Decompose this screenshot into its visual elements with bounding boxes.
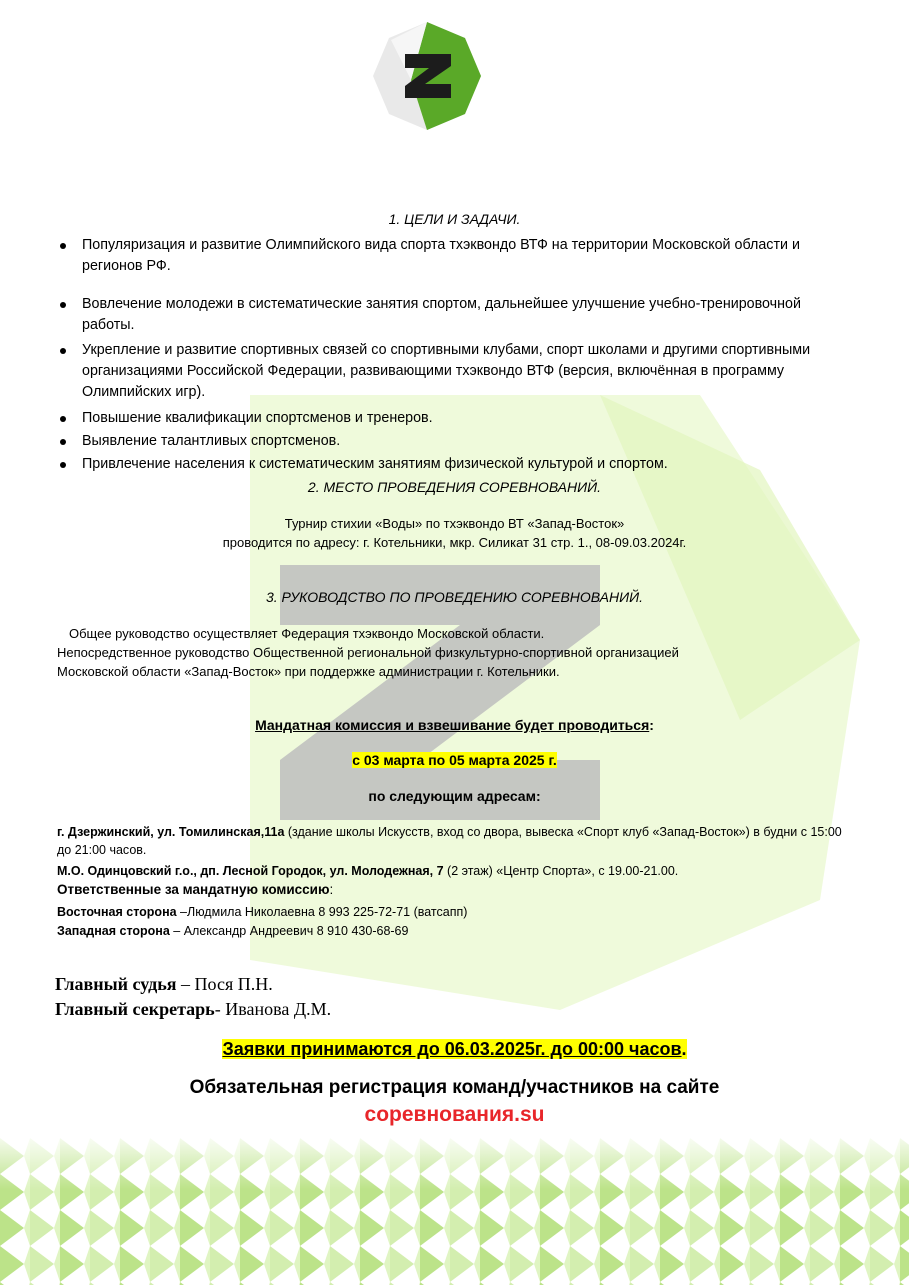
goal-item: Укрепление и развитие спортивных связей со спортивными клубами, спорт школами и другими спортивными организациями Российской Федерации, развивающими тхэквондо ВТФ (версия, включённая в программу Олимпийских игр). [82, 340, 842, 403]
management-line: Московской области «Запад-Восток» при поддержке администрации г. Котельники. [57, 664, 560, 679]
management-line: Общее руководство осуществляет Федерация тхэквондо Московской области. [69, 626, 545, 641]
green-octagon-z-logo [371, 20, 483, 132]
east-contact: Восточная сторона –Людмила Николаевна 8 993 225-72-71 (ватсапп) [57, 905, 468, 919]
section1-heading: 1. ЦЕЛИ И ЗАДАЧИ. [388, 211, 521, 227]
goal-item: Вовлечение молодежи в систематические занятия спортом, дальнейшее улучшение учебно-тренировочной работы. [82, 294, 842, 336]
goal-item: Повышение квалификации спортсменов и тренеров. [82, 408, 842, 429]
section2-heading: 2. МЕСТО ПРОВЕДЕНИЯ СОРЕВНОВАНИЙ. [307, 479, 602, 495]
addresses-label: по следующим адресам: [368, 788, 541, 804]
venue-address: проводится по адресу: г. Котельники, мкр. Силикат 31 стр. 1., 08-09.03.2024г. [222, 535, 687, 550]
west-contact: Западная сторона – Александр Андреевич 8 910 430-68-69 [57, 924, 409, 938]
mandate-dates: с 03 марта по 05 марта 2025 г. [352, 752, 557, 768]
chief-secretary: Главный секретарь- Иванова Д.М. [55, 999, 332, 1019]
chief-judge: Главный судья – Пося П.Н. [55, 974, 273, 994]
goal-item: Популяризация и развитие Олимпийского вида спорта тхэквондо ВТФ на территории Московской области и регионов РФ. [82, 235, 842, 277]
registration-note: Обязательная регистрация команд/участников на сайте [189, 1077, 720, 1098]
goal-item: Выявление талантливых спортсменов. [82, 431, 842, 452]
address-odintsovo: М.О. Одинцовский г.о., дп. Лесной Городок, ул. Молодежная, 7 (2 этаж) «Центр Спорта», с 19.00-21.00. [57, 864, 679, 878]
address-dzerzhinsky: г. Дзержинский, ул. Томилинская,11а (здание школы Искусств, вход со двора, вывеска «Спорт клуб «Запад-Восток») в будни с 15:00 до 21:00 часов. [57, 825, 842, 857]
goal-item: Привлечение населения к систематическим занятиям физической культурой и спортом. [82, 454, 842, 475]
section3-heading: 3. РУКОВОДСТВО ПО ПРОВЕДЕНИЮ СОРЕВНОВАНИЙ. [265, 589, 644, 605]
responsible-label: Ответственные за мандатную комиссию: [57, 882, 334, 897]
registration-site-link[interactable]: соревнования.su [364, 1103, 545, 1126]
applications-deadline: Заявки принимаются до 06.03.2025г. до 00:00 часов. [222, 1039, 687, 1059]
management-line: Непосредственное руководство Общественной региональной физкультурно-спортивной организацией [57, 645, 679, 660]
venue-line: Турнир стихии «Воды» по тхэквондо ВТ «Запад-Восток» [284, 516, 625, 531]
mandate-title: Мандатная комиссия и взвешивание будет проводиться: [255, 717, 654, 733]
triangle-pattern [0, 1138, 909, 1285]
